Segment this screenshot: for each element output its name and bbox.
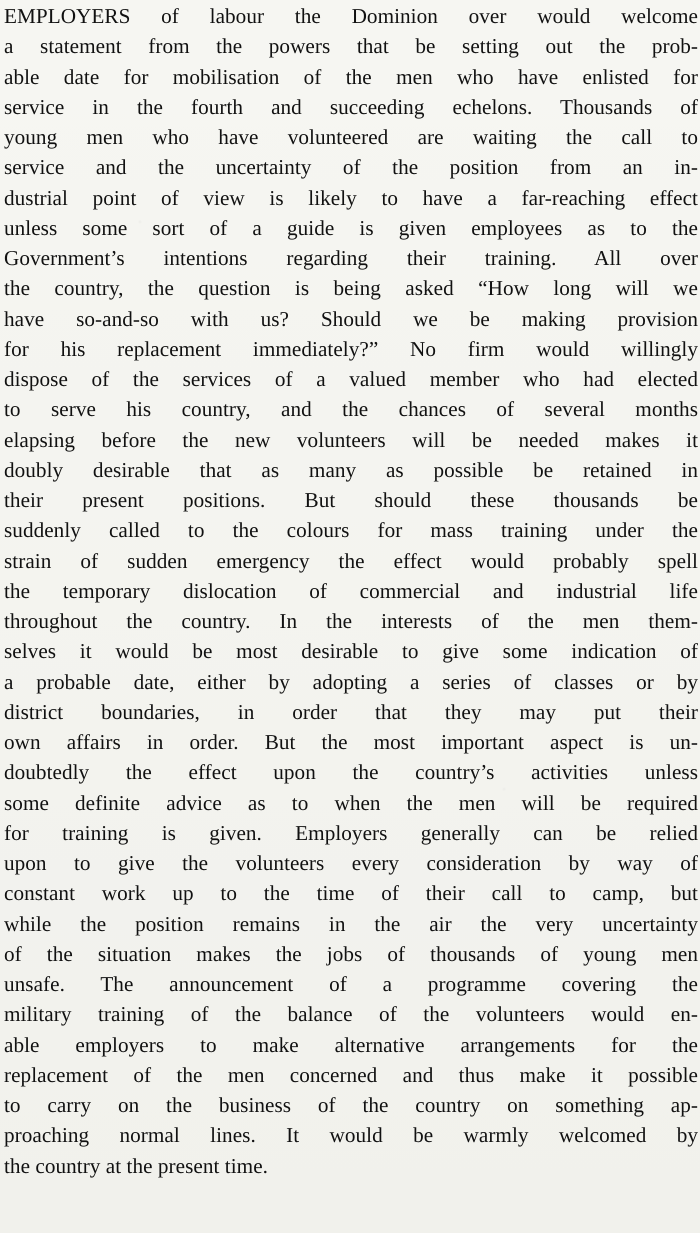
article-line-35: able employers to make alternative arrangements for the xyxy=(4,1032,698,1057)
article-line-11: have so-and-so with us? Should we be making provision xyxy=(4,306,698,331)
article-line-34: military training of the balance of the volunteers would en- xyxy=(4,1002,698,1027)
article-line-18: suddenly called to the colours for mass training under the xyxy=(4,518,698,543)
article-line-36: replacement of the men concerned and thus make it possible xyxy=(4,1062,698,1087)
article-line-33: unsafe. The announcement of a programme covering the xyxy=(4,972,698,996)
article-line-32: of the situation makes the jobs of thousands of young men xyxy=(4,941,698,966)
article-line-4: service in the fourth and succeeding echelons. Thousands of xyxy=(4,94,698,119)
article-line-17: their present positions. But should these thousands be xyxy=(4,488,698,512)
article-line-23: a probable date, either by adopting a series of classes or by xyxy=(4,669,698,694)
article-line-2: a statement from the powers that be setting out the prob- xyxy=(4,34,698,59)
article-line-7: dustrial point of view is likely to have a far-reaching effect xyxy=(4,185,698,210)
article-line-8: unless some sort of a guide is given employees as to the xyxy=(4,215,698,240)
article-line-14: to serve his country, and the chances of several months xyxy=(4,397,698,422)
article-line-3: able date for mobilisation of the men who have enlisted for xyxy=(4,64,698,89)
article-line-37: to carry on the business of the country on something ap- xyxy=(4,1093,698,1117)
article-line-20: the temporary dislocation of commercial and industrial life xyxy=(4,578,698,603)
article-line-38: proaching normal lines. It would be warmly welcomed by xyxy=(4,1123,698,1148)
article-line-30: constant work up to the time of their call to camp, but xyxy=(4,881,698,906)
article-line-29: upon to give the volunteers every consideration by way of xyxy=(4,851,698,875)
article-line-24: district boundaries, in order that they may put their xyxy=(4,699,698,724)
article-line-12: for his replacement immediately?” No firm would willingly xyxy=(4,336,698,361)
article-line-39: the country at the present time. xyxy=(4,1153,269,1178)
article-line-28: for training is given. Employers generally can be relied xyxy=(4,820,698,845)
article-line-21: throughout the country. In the interests of the men them- xyxy=(4,609,698,633)
article-line-27: some definite advice as to when the men will be required xyxy=(4,790,698,815)
article-line-19: strain of sudden emergency the effect would probably spell xyxy=(4,548,698,573)
editorial-article xyxy=(4,1,698,1181)
article-line-9: Government’s intentions regarding their training. All over xyxy=(4,246,698,270)
article-line-16: doubly desirable that as many as possible be retained in xyxy=(4,457,698,482)
article-line-10: the country, the question is being asked “How long will we xyxy=(4,276,698,301)
article-line-15: elapsing before the new volunteers will be needed makes it xyxy=(4,427,698,452)
article-line-31: while the position remains in the air the very uncertainty xyxy=(4,911,698,936)
article-line-13: dispose of the services of a valued member who had elected xyxy=(4,367,698,391)
article-line-26: doubtedly the effect upon the country’s activities unless xyxy=(4,760,698,785)
article-line-22: selves it would be most desirable to give some indication of xyxy=(4,639,698,664)
article-line-25: own affairs in order. But the most important aspect is un- xyxy=(4,730,698,754)
article-line-5: young men who have volunteered are waiting the call to xyxy=(4,125,698,149)
article-line-1: EMPLOYERS of labour the Dominion over would welcome xyxy=(4,4,698,28)
article-line-6: service and the uncertainty of the position from an in- xyxy=(4,155,698,180)
